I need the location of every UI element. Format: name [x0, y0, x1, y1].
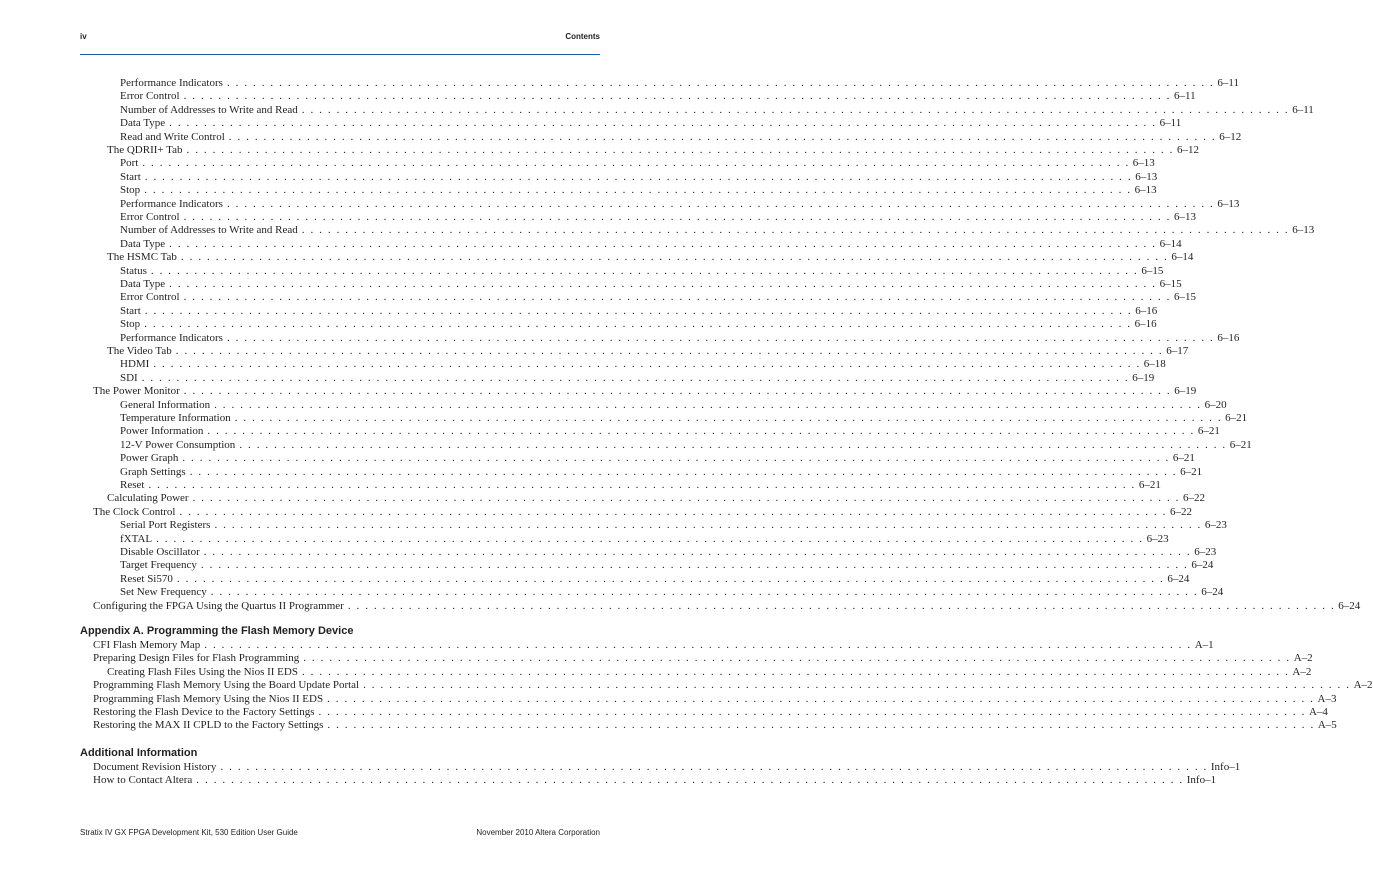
toc-entry[interactable]	[93, 719, 1337, 732]
toc-entry-title: HDMI	[120, 358, 150, 371]
toc-entry-title: Performance Indicators	[120, 197, 223, 210]
dot-leader: . . . . . . . . . . . . . . . . . . . . . . . . . . . . . . . . . . . . . . . . . . . . . . . . . . . . . . . . . . . . . . . . . . . . . . . . . . . . . . . . . . . . . . . . . . . . . . . . . . . . . . . . . . . . . . . . . .	[203, 546, 1192, 558]
toc-entry-page: 6–13	[1134, 184, 1157, 197]
toc-entry-title: Data Type	[120, 237, 166, 250]
toc-entry-title: Power Graph	[120, 452, 179, 465]
toc-entry-title: Serial Port Registers	[120, 519, 211, 532]
toc-entry-title: Error Control	[120, 211, 180, 223]
toc-entry-page: 6–19	[1132, 371, 1155, 384]
toc-entry[interactable]	[120, 438, 1252, 452]
dot-leader: . . . . . . . . . . . . . . . . . . . . . . . . . . . . . . . . . . . . . . . . . . . . . . . . . . . . . . . . . . . . . . . . . . . . . . . . . . . . . . . . . . . . . . . . . . . . . . . . . . . . . . . . . . . . . . . . . .	[318, 706, 1306, 718]
toc-entry-title: CFI Flash Memory Map	[93, 639, 201, 651]
header-rule	[80, 54, 600, 55]
toc-entry-page: A–1	[1194, 639, 1214, 651]
toc-entry[interactable]	[120, 532, 1169, 546]
dot-leader: . . . . . . . . . . . . . . . . . . . . . . . . . . . . . . . . . . . . . . . . . . . . . . . . . . . . . . . . . . . . . . . . . . . . . . . . . . . . . . . . . . . . . . . . . . . . . . . . . . . . . . . . . . . . . . . . . .	[220, 761, 1208, 773]
toc-entry[interactable]	[107, 665, 1312, 679]
dot-leader: . . . . . . . . . . . . . . . . . . . . . . . . . . . . . . . . . . . . . . . . . . . . . . . . . . . . . . . . . . . . . . . . . . . . . . . . . . . . . . . . . . . . . . . . . . . . . . . . . . . . . . . . . . . . . . . . . .	[189, 465, 1178, 478]
toc-entry-page: 6–16	[1134, 318, 1157, 331]
dot-leader: . . . . . . . . . . . . . . . . . . . . . . . . . . . . . . . . . . . . . . . . . . . . . . . . . . . . . . . . . . . . . . . . . . . . . . . . . . . . . . . . . . . . . . . . . . . . . . . . . . . . . . . . . . . . . . . . . .	[234, 412, 1223, 424]
dot-leader: . . . . . . . . . . . . . . . . . . . . . . . . . . . . . . . . . . . . . . . . . . . . . . . . . . . . . . . . . . . . . . . . . . . . . . . . . . . . . . . . . . . . . . . . . . . . . . . . . . . . . . . . . . . . . . . . . .	[363, 679, 1351, 692]
toc-entry-title: Start	[120, 170, 141, 183]
toc-entry[interactable]	[107, 345, 1189, 358]
toc-entry-title: Performance Indicators	[120, 77, 223, 89]
toc-entry[interactable]	[120, 371, 1155, 385]
toc-entry[interactable]	[120, 398, 1227, 412]
toc-entry-title: The HSMC Tab	[107, 251, 177, 264]
toc-entry[interactable]	[93, 679, 1373, 692]
toc-entry-page: A–2	[1292, 665, 1312, 678]
toc-entry[interactable]	[120, 278, 1182, 291]
toc-entry-page: 6–20	[1204, 398, 1227, 411]
dot-leader: . . . . . . . . . . . . . . . . . . . . . . . . . . . . . . . . . . . . . . . . . . . . . . . . . . . . . . . . . . . . . . . . . . . . . . . . . . . . . . . . . . . . . . . . . . . . . . . . . . . . . . . . . . . . . . . . . .	[169, 117, 1157, 130]
toc-entry-page: 6–12	[1219, 130, 1242, 143]
toc-entry-title: 12-V Power Consumption	[120, 438, 236, 451]
page-header-label: iv	[80, 32, 87, 41]
toc-entry-title: Stop	[120, 318, 141, 331]
toc-entry-title: Temperature Information	[120, 412, 231, 424]
toc-entry-page: 6–11	[1292, 103, 1314, 116]
dot-leader: . . . . . . . . . . . . . . . . . . . . . . . . . . . . . . . . . . . . . . . . . . . . . . . . . . . . . . . . . . . . . . . . . . . . . . . . . . . . . . . . . . . . . . . . . . . . . . . . . . . . . . . . . . . . . . . . . .	[144, 304, 1133, 317]
toc-entry[interactable]	[120, 572, 1190, 586]
toc-entry-page: 6–19	[1174, 385, 1197, 398]
toc-entry-title: Error Control	[120, 291, 180, 304]
dot-leader: . . . . . . . . . . . . . . . . . . . . . . . . . . . . . . . . . . . . . . . . . . . . . . . . . . . . . . . . . . . . . . . . . . . . . . . . . . . . . . . . . . . . . . . . . . . . . . . . . . . . . . . . . . . . . . . . . .	[182, 452, 1170, 465]
toc-entry-page: 6–16	[1135, 304, 1158, 317]
toc-entry-page: A–4	[1308, 706, 1328, 718]
dot-leader: . . . . . . . . . . . . . . . . . . . . . . . . . . . . . . . . . . . . . . . . . . . . . . . . . . . . . . . . . . . . . . . . . . . . . . . . . . . . . . . . . . . . . . . . . . . . . . . . . . . . . . . . . . . . . . . . . .	[150, 264, 1139, 277]
toc-entry-title: Error Control	[120, 90, 180, 103]
toc-entry-page: 6–17	[1166, 345, 1189, 357]
toc-entry[interactable]	[120, 237, 1182, 251]
toc-entry-title: The Video Tab	[107, 345, 172, 357]
toc-entry-title: Configuring the FPGA Using the Quartus II Programmer	[93, 599, 344, 612]
dot-leader: . . . . . . . . . . . . . . . . . . . . . . . . . . . . . . . . . . . . . . . . . . . . . . . . . . . . . . . . . . . . . . . . . . . . . . . . . . . . . . . . . . . . . . . . . . . . . . . . . . . . . . . . . . . . . . . . . .	[186, 144, 1174, 156]
toc-entry[interactable]	[93, 706, 1328, 719]
toc-entry-title: The Power Monitor	[93, 385, 180, 398]
toc-entry[interactable]	[120, 197, 1240, 211]
dot-leader: . . . . . . . . . . . . . . . . . . . . . . . . . . . . . . . . . . . . . . . . . . . . . . . . . . . . . . . . . . . . . . . . . . . . . . . . . . . . . . . . . . . . . . . . . . . . . . . . . . . . . . . . . . . . . . . . . .	[196, 774, 1184, 787]
toc-entry-title: fXTAL	[120, 532, 153, 545]
dot-leader: . . . . . . . . . . . . . . . . . . . . . . . . . . . . . . . . . . . . . . . . . . . . . . . . . . . . . . . . . . . . . . . . . . . . . . . . . . . . . . . . . . . . . . . . . . . . . . . . . . . . . . . . . . . . . . . . . .	[327, 692, 1315, 705]
dot-leader: . . . . . . . . . . . . . . . . . . . . . . . . . . . . . . . . . . . . . . . . . . . . . . . . . . . . . . . . . . . . . . . . . . . . . . . . . . . . . . . . . . . . . . . . . . . . . . . . . . . . . . . . . . . . . . . . . .	[228, 130, 1217, 143]
toc-entry[interactable]	[93, 774, 1217, 787]
toc-entry[interactable]	[120, 519, 1227, 532]
toc-entry[interactable]	[120, 130, 1242, 144]
dot-leader: . . . . . . . . . . . . . . . . . . . . . . . . . . . . . . . . . . . . . . . . . . . . . . . . . . . . . . . . . . . . . . . . . . . . . . . . . . . . . . . . . . . . . . . . . . . . . . . . . . . . . . . . . . . . . . . . . .	[301, 103, 1290, 116]
toc-entry[interactable]	[120, 184, 1157, 197]
toc-entry-title: Preparing Design Files for Flash Programming	[93, 652, 300, 665]
toc-entry[interactable]	[120, 157, 1155, 170]
dot-leader: . . . . . . . . . . . . . . . . . . . . . . . . . . . . . . . . . . . . . . . . . . . . . . . . . . . . . . . . . . . . . . . . . . . . . . . . . . . . . . . . . . . . . . . . . . . . . . . . . . . . . . . . . . . . . . . . . .	[226, 77, 1215, 89]
toc-entry[interactable]	[120, 264, 1164, 278]
dot-leader: . . . . . . . . . . . . . . . . . . . . . . . . . . . . . . . . . . . . . . . . . . . . . . . . . . . . . . . . . . . . . . . . . . . . . . . . . . . . . . . . . . . . . . . . . . . . . . . . . . . . . . . . . . . . . . . . . .	[169, 237, 1157, 250]
toc-entry-title: Programming Flash Memory Using the Board Update Portal	[93, 679, 360, 692]
toc-entry-page: 6–21	[1180, 465, 1203, 478]
toc-entry-title: Programming Flash Memory Using the Nios II EDS	[93, 692, 324, 705]
dot-leader: . . . . . . . . . . . . . . . . . . . . . . . . . . . . . . . . . . . . . . . . . . . . . . . . . . . . . . . . . . . . . . . . . . . . . . . . . . . . . . . . . . . . . . . . . . . . . . . . . . . . . . . . . . . . . . . . . .	[214, 398, 1202, 411]
toc-entry-page: 6–24	[1338, 599, 1361, 612]
toc-entry-page: 6–14	[1159, 237, 1182, 250]
toc-entry[interactable]	[107, 144, 1199, 157]
appendix-heading: Appendix A. Programming the Flash Memory Device	[80, 625, 354, 637]
dot-leader: . . . . . . . . . . . . . . . . . . . . . . . . . . . . . . . . . . . . . . . . . . . . . . . . . . . . . . . . . . . . . . . . . . . . . . . . . . . . . . . . . . . . . . . . . . . . . . . . . . . . . . . . . . . . . . . . . .	[210, 586, 1199, 599]
toc-entry-page: 6–15	[1174, 291, 1197, 304]
toc-entry-title: Stop	[120, 184, 141, 197]
dot-leader: . . . . . . . . . . . . . . . . . . . . . . . . . . . . . . . . . . . . . . . . . . . . . . . . . . . . . . . . . . . . . . . . . . . . . . . . . . . . . . . . . . . . . . . . . . . . . . . . . . . . . . . . . . . . . . . . . .	[141, 371, 1130, 384]
toc-entry[interactable]	[120, 331, 1240, 345]
toc-entry-title: Document Revision History	[93, 761, 217, 773]
toc-entry-page: 6–24	[1191, 559, 1214, 572]
dot-leader: . . . . . . . . . . . . . . . . . . . . . . . . . . . . . . . . . . . . . . . . . . . . . . . . . . . . . . . . . . . . . . . . . . . . . . . . . . . . . . . . . . . . . . . . . . . . . . . . . . . . . . . . . . . . . . . . . .	[183, 385, 1172, 398]
toc-entry[interactable]	[93, 652, 1313, 665]
toc-entry[interactable]	[107, 492, 1206, 505]
toc-entry-page: 6–21	[1172, 452, 1195, 465]
dot-leader: . . . . . . . . . . . . . . . . . . . . . . . . . . . . . . . . . . . . . . . . . . . . . . . . . . . . . . . . . . . . . . . . . . . . . . . . . . . . . . . . . . . . . . . . . . . . . . . . . . . . . . . . . . . . . . . . . .	[176, 572, 1165, 585]
dot-leader: . . . . . . . . . . . . . . . . . . . . . . . . . . . . . . . . . . . . . . . . . . . . . . . . . . . . . . . . . . . . . . . . . . . . . . . . . . . . . . . . . . . . . . . . . . . . . . . . . . . . . . . . . . . . . . . . . .	[301, 224, 1290, 237]
toc-entry-page: A–2	[1293, 652, 1313, 665]
toc-entry[interactable]	[120, 224, 1315, 237]
additional-heading: Additional Information	[80, 747, 198, 759]
toc-entry-page: 6–13	[1135, 170, 1158, 183]
toc-entry[interactable]	[120, 479, 1161, 492]
toc-entry-page: Info–1	[1210, 761, 1241, 773]
toc-entry-page: 6–13	[1217, 197, 1240, 210]
dot-leader: . . . . . . . . . . . . . . . . . . . . . . . . . . . . . . . . . . . . . . . . . . . . . . . . . . . . . . . . . . . . . . . . . . . . . . . . . . . . . . . . . . . . . . . . . . . . . . . . . . . . . . . . . . . . . . . . . .	[214, 519, 1202, 532]
toc-entry-title: Port	[120, 157, 139, 170]
toc-entry-title: Status	[120, 264, 147, 277]
dot-leader: . . . . . . . . . . . . . . . . . . . . . . . . . . . . . . . . . . . . . . . . . . . . . . . . . . . . . . . . . . . . . . . . . . . . . . . . . . . . . . . . . . . . . . . . . . . . . . . . . . . . . . . . . . . . . . . . . .	[169, 278, 1157, 290]
toc-entry[interactable]	[120, 304, 1158, 318]
toc-entry[interactable]	[93, 761, 1241, 774]
dot-leader: . . . . . . . . . . . . . . . . . . . . . . . . . . . . . . . . . . . . . . . . . . . . . . . . . . . . . . . . . . . . . . . . . . . . . . . . . . . . . . . . . . . . . . . . . . . . . . . . . . . . . . . . . . . . . . . . . .	[183, 211, 1172, 223]
toc-entry-page: 6–22	[1183, 492, 1206, 505]
toc-entry-page: 6–11	[1217, 77, 1239, 89]
toc-entry-page: 6–13	[1292, 224, 1315, 237]
toc-entry-page: 6–23	[1146, 532, 1169, 545]
toc-entry-page: 6–11	[1174, 90, 1196, 103]
toc-entry[interactable]	[120, 358, 1166, 371]
toc-entry-page: 6–21	[1197, 425, 1220, 438]
toc-entry-title: General Information	[120, 398, 211, 411]
toc-entry-title: How to Contact Altera	[93, 774, 193, 787]
toc-entry-page: 6–13	[1174, 211, 1197, 223]
toc-entry[interactable]	[120, 465, 1203, 479]
toc-entry[interactable]	[120, 170, 1158, 184]
toc-entry-page: 6–12	[1176, 144, 1199, 156]
dot-leader: . . . . . . . . . . . . . . . . . . . . . . . . . . . . . . . . . . . . . . . . . . . . . . . . . . . . . . . . . . . . . . . . . . . . . . . . . . . . . . . . . . . . . . . . . . . . . . . . . . . . . . . . . . . . . . . . . .	[204, 639, 1192, 651]
dot-leader: . . . . . . . . . . . . . . . . . . . . . . . . . . . . . . . . . . . . . . . . . . . . . . . . . . . . . . . . . . . . . . . . . . . . . . . . . . . . . . . . . . . . . . . . . . . . . . . . . . . . . . . . . . . . . . . . . .	[153, 358, 1141, 371]
toc-entry-title: Read and Write Control	[120, 130, 225, 143]
dot-leader: . . . . . . . . . . . . . . . . . . . . . . . . . . . . . . . . . . . . . . . . . . . . . . . . . . . . . . . . . . . . . . . . . . . . . . . . . . . . . . . . . . . . . . . . . . . . . . . . . . . . . . . . . . . . . . . . . .	[144, 318, 1132, 331]
toc-entry-page: 6–16	[1217, 331, 1240, 344]
toc-entry[interactable]	[120, 90, 1196, 103]
toc-entry[interactable]	[120, 546, 1217, 559]
dot-leader: . . . . . . . . . . . . . . . . . . . . . . . . . . . . . . . . . . . . . . . . . . . . . . . . . . . . . . . . . . . . . . . . . . . . . . . . . . . . . . . . . . . . . . . . . . . . . . . . . . . . . . . . . . . . . . . . . .	[175, 345, 1164, 357]
page-header-title: Contents	[565, 32, 600, 41]
toc-entry-page: 6–23	[1194, 546, 1217, 558]
page-footer-date: November 2010 Altera Corporation	[476, 828, 600, 837]
toc-entry[interactable]	[120, 586, 1224, 599]
toc-entry[interactable]	[93, 385, 1197, 398]
dot-leader: . . . . . . . . . . . . . . . . . . . . . . . . . . . . . . . . . . . . . . . . . . . . . . . . . . . . . . . . . . . . . . . . . . . . . . . . . . . . . . . . . . . . . . . . . . . . . . . . . . . . . . . . . . . . . . . . . .	[183, 90, 1172, 103]
dot-leader: . . . . . . . . . . . . . . . . . . . . . . . . . . . . . . . . . . . . . . . . . . . . . . . . . . . . . . . . . . . . . . . . . . . . . . . . . . . . . . . . . . . . . . . . . . . . . . . . . . . . . . . . . . . . . . . . . .	[179, 505, 1167, 518]
toc-entry-page: A–2	[1353, 679, 1373, 692]
dot-leader: . . . . . . . . . . . . . . . . . . . . . . . . . . . . . . . . . . . . . . . . . . . . . . . . . . . . . . . . . . . . . . . . . . . . . . . . . . . . . . . . . . . . . . . . . . . . . . . . . . . . . . . . . . . . . . . . . .	[347, 599, 1336, 612]
toc-entry[interactable]	[93, 505, 1192, 519]
toc-entry[interactable]	[107, 251, 1194, 264]
toc-entry-title: The Clock Control	[93, 505, 176, 518]
toc-entry-title: Creating Flash Files Using the Nios II EDS	[107, 665, 298, 678]
toc-entry[interactable]	[93, 692, 1337, 706]
toc-entry-title: Reset Si570	[120, 572, 173, 585]
toc-entry-title: Restoring the Flash Device to the Factory Settings	[93, 706, 315, 718]
dot-leader: . . . . . . . . . . . . . . . . . . . . . . . . . . . . . . . . . . . . . . . . . . . . . . . . . . . . . . . . . . . . . . . . . . . . . . . . . . . . . . . . . . . . . . . . . . . . . . . . . . . . . . . . . . . . . . . . . .	[144, 184, 1132, 197]
toc-entry-page: Info–1	[1186, 774, 1217, 787]
toc-entry-title: Data Type	[120, 278, 166, 290]
dot-leader: . . . . . . . . . . . . . . . . . . . . . . . . . . . . . . . . . . . . . . . . . . . . . . . . . . . . . . . . . . . . . . . . . . . . . . . . . . . . . . . . . . . . . . . . . . . . . . . . . . . . . . . . . . . . . . . . . .	[226, 197, 1215, 210]
toc-entry-page: 6–23	[1204, 519, 1227, 532]
toc-entry[interactable]	[93, 639, 1214, 652]
toc-entry-title: Set New Frequency	[120, 586, 207, 599]
toc-entry[interactable]	[120, 103, 1314, 117]
toc-entry[interactable]	[120, 559, 1214, 572]
dot-leader: . . . . . . . . . . . . . . . . . . . . . . . . . . . . . . . . . . . . . . . . . . . . . . . . . . . . . . . . . . . . . . . . . . . . . . . . . . . . . . . . . . . . . . . . . . . . . . . . . . . . . . . . . . . . . . . . . .	[192, 492, 1181, 505]
toc-entry-title: Graph Settings	[120, 465, 186, 478]
toc-entry-page: 6–21	[1138, 479, 1161, 491]
dot-leader: . . . . . . . . . . . . . . . . . . . . . . . . . . . . . . . . . . . . . . . . . . . . . . . . . . . . . . . . . . . . . . . . . . . . . . . . . . . . . . . . . . . . . . . . . . . . . . . . . . . . . . . . . . . . . . . . . .	[156, 532, 1144, 545]
toc-entry-page: 6–14	[1171, 251, 1194, 264]
toc-entry[interactable]	[120, 77, 1239, 90]
toc-entry-title: Disable Oscillator	[120, 546, 200, 558]
toc-entry-title: Restoring the MAX II CPLD to the Factory Settings	[93, 719, 324, 732]
dot-leader: . . . . . . . . . . . . . . . . . . . . . . . . . . . . . . . . . . . . . . . . . . . . . . . . . . . . . . . . . . . . . . . . . . . . . . . . . . . . . . . . . . . . . . . . . . . . . . . . . . . . . . . . . . . . . . . . . .	[226, 331, 1215, 344]
toc-entry[interactable]	[120, 211, 1197, 224]
toc-entry-page: 6–13	[1132, 157, 1155, 170]
toc-entry[interactable]	[120, 425, 1220, 438]
toc-entry-page: 6–22	[1169, 505, 1192, 518]
dot-leader: . . . . . . . . . . . . . . . . . . . . . . . . . . . . . . . . . . . . . . . . . . . . . . . . . . . . . . . . . . . . . . . . . . . . . . . . . . . . . . . . . . . . . . . . . . . . . . . . . . . . . . . . . . . . . . . . . .	[180, 251, 1169, 264]
toc-entry-page: 6–24	[1201, 586, 1224, 599]
toc-entry-title: Start	[120, 304, 141, 317]
toc-entry-page: 6–11	[1159, 117, 1182, 130]
toc-entry-page: 6–15	[1159, 278, 1182, 290]
page-footer-title: Stratix IV GX FPGA Development Kit, 530 Edition User Guide	[80, 828, 298, 837]
toc-entry-page: 6–21	[1229, 438, 1252, 451]
toc-entry-title: Data Type	[120, 117, 166, 130]
toc-entry-page: A–3	[1317, 692, 1337, 705]
dot-leader: . . . . . . . . . . . . . . . . . . . . . . . . . . . . . . . . . . . . . . . . . . . . . . . . . . . . . . . . . . . . . . . . . . . . . . . . . . . . . . . . . . . . . . . . . . . . . . . . . . . . . . . . . . . . . . . . . .	[207, 425, 1195, 438]
dot-leader: . . . . . . . . . . . . . . . . . . . . . . . . . . . . . . . . . . . . . . . . . . . . . . . . . . . . . . . . . . . . . . . . . . . . . . . . . . . . . . . . . . . . . . . . . . . . . . . . . . . . . . . . . . . . . . . . . .	[327, 719, 1315, 732]
dot-leader: . . . . . . . . . . . . . . . . . . . . . . . . . . . . . . . . . . . . . . . . . . . . . . . . . . . . . . . . . . . . . . . . . . . . . . . . . . . . . . . . . . . . . . . . . . . . . . . . . . . . . . . . . . . . . . . . . .	[200, 559, 1189, 572]
dot-leader: . . . . . . . . . . . . . . . . . . . . . . . . . . . . . . . . . . . . . . . . . . . . . . . . . . . . . . . . . . . . . . . . . . . . . . . . . . . . . . . . . . . . . . . . . . . . . . . . . . . . . . . . . . . . . . . . . .	[303, 652, 1291, 665]
toc-entry-page: 6–18	[1143, 358, 1166, 371]
toc-entry-title: Number of Addresses to Write and Read	[120, 103, 298, 116]
toc-entry[interactable]	[120, 412, 1248, 425]
toc-entry-title: Target Frequency	[120, 559, 197, 572]
toc-entry-page: 6–21	[1225, 412, 1248, 424]
toc-entry[interactable]	[120, 291, 1197, 304]
toc-entry[interactable]	[120, 318, 1157, 331]
dot-leader: . . . . . . . . . . . . . . . . . . . . . . . . . . . . . . . . . . . . . . . . . . . . . . . . . . . . . . . . . . . . . . . . . . . . . . . . . . . . . . . . . . . . . . . . . . . . . . . . . . . . . . . . . . . . . . . . . .	[183, 291, 1172, 304]
toc-entry-title: Number of Addresses to Write and Read	[120, 224, 298, 237]
dot-leader: . . . . . . . . . . . . . . . . . . . . . . . . . . . . . . . . . . . . . . . . . . . . . . . . . . . . . . . . . . . . . . . . . . . . . . . . . . . . . . . . . . . . . . . . . . . . . . . . . . . . . . . . . . . . . . . . . .	[239, 438, 1227, 451]
toc-entry-title: The QDRII+ Tab	[107, 144, 183, 156]
toc-entry[interactable]	[120, 117, 1182, 130]
toc-entry[interactable]	[120, 452, 1195, 465]
toc-entry-title: Reset	[120, 479, 145, 491]
dot-leader: . . . . . . . . . . . . . . . . . . . . . . . . . . . . . . . . . . . . . . . . . . . . . . . . . . . . . . . . . . . . . . . . . . . . . . . . . . . . . . . . . . . . . . . . . . . . . . . . . . . . . . . . . . . . . . . . . .	[144, 170, 1133, 183]
dot-leader: . . . . . . . . . . . . . . . . . . . . . . . . . . . . . . . . . . . . . . . . . . . . . . . . . . . . . . . . . . . . . . . . . . . . . . . . . . . . . . . . . . . . . . . . . . . . . . . . . . . . . . . . . . . . . . . . . .	[142, 157, 1130, 170]
dot-leader: . . . . . . . . . . . . . . . . . . . . . . . . . . . . . . . . . . . . . . . . . . . . . . . . . . . . . . . . . . . . . . . . . . . . . . . . . . . . . . . . . . . . . . . . . . . . . . . . . . . . . . . . . . . . . . . . . .	[148, 479, 1136, 491]
toc-entry-page: A–5	[1317, 719, 1337, 732]
toc-entry-title: Calculating Power	[107, 492, 189, 505]
toc-entry-title: SDI	[120, 371, 138, 384]
toc-entry-page: 6–24	[1167, 572, 1190, 585]
toc-entry[interactable]	[93, 599, 1361, 613]
toc-entry-title: Performance Indicators	[120, 331, 223, 344]
toc-entry-page: 6–15	[1141, 264, 1164, 277]
dot-leader: . . . . . . . . . . . . . . . . . . . . . . . . . . . . . . . . . . . . . . . . . . . . . . . . . . . . . . . . . . . . . . . . . . . . . . . . . . . . . . . . . . . . . . . . . . . . . . . . . . . . . . . . . . . . . . . . . .	[301, 665, 1290, 678]
toc-entry-title: Power Information	[120, 425, 204, 438]
